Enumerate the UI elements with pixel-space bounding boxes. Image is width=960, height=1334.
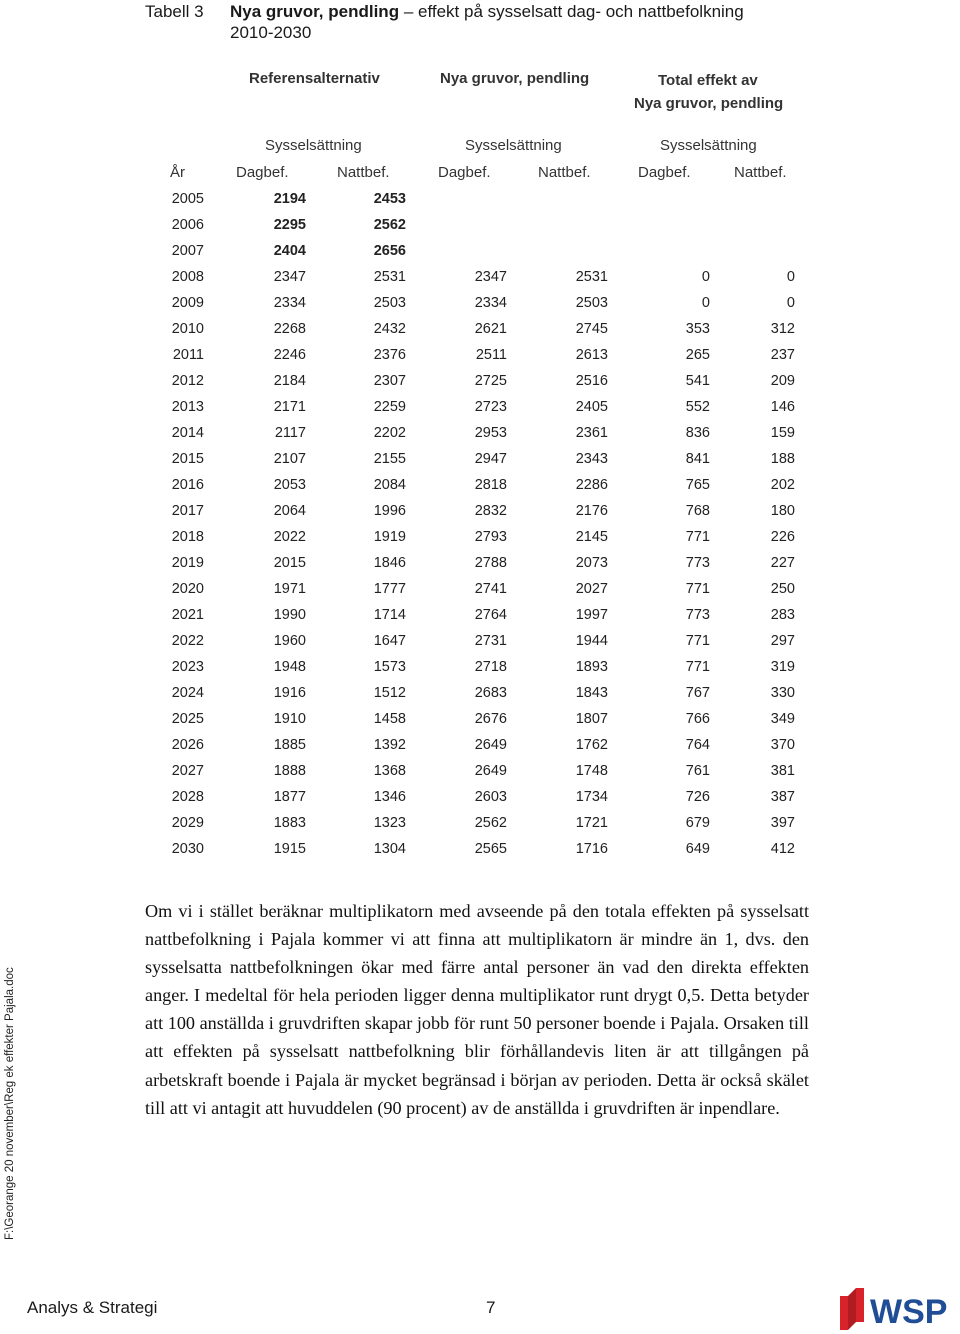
cell-nya-dagbef: 2334	[474, 295, 507, 311]
cell-ref-dagbef: 2184	[273, 373, 306, 389]
cell-ref-nattbef: 2562	[373, 217, 406, 233]
cell-nya-nattbef: 1997	[575, 607, 608, 623]
footer-company: Analys & Strategi	[27, 1298, 158, 1317]
table-label: Tabell 3	[145, 2, 204, 21]
cell-ref-dagbef: 2053	[273, 477, 306, 493]
cell-total-dagbef: 649	[685, 841, 710, 857]
cell-ref-dagbef: 1915	[273, 841, 306, 857]
table-title	[230, 0, 950, 24]
table-row	[0, 836, 960, 862]
page-number: 7	[486, 1298, 496, 1317]
column-header-dagbef: Dagbef.	[638, 164, 691, 181]
file-path-sidebar	[0, 960, 20, 1240]
cell-nya-nattbef: 2145	[575, 529, 608, 545]
cell-nya-dagbef: 2793	[474, 529, 507, 545]
cell-year: 2015	[171, 451, 204, 467]
cell-ref-dagbef: 2194	[273, 191, 306, 207]
table-row	[0, 524, 960, 550]
cell-total-dagbef: 767	[685, 685, 710, 701]
cell-nya-dagbef: 2718	[474, 659, 507, 675]
table-row	[0, 628, 960, 654]
cell-ref-nattbef: 1573	[373, 659, 406, 675]
cell-total-dagbef: 771	[685, 633, 710, 649]
table-row	[0, 212, 960, 238]
cell-ref-nattbef: 2531	[373, 269, 406, 285]
cell-ref-dagbef: 2064	[273, 503, 306, 519]
cell-nya-nattbef: 2531	[575, 269, 608, 285]
cell-nya-dagbef: 2683	[474, 685, 507, 701]
table-row	[0, 368, 960, 394]
cell-year: 2025	[171, 711, 204, 727]
cell-nya-dagbef: 2603	[474, 789, 507, 805]
cell-nya-nattbef: 2613	[575, 347, 608, 363]
cell-ref-dagbef: 1960	[273, 633, 306, 649]
table-row	[0, 186, 960, 212]
cell-total-nattbef: 146	[770, 399, 795, 415]
cell-total-nattbef: 412	[770, 841, 795, 857]
cell-ref-dagbef: 2022	[273, 529, 306, 545]
table-subtitle: 2010-2030	[230, 23, 312, 42]
cell-total-dagbef: 771	[685, 581, 710, 597]
cell-nya-dagbef: 2725	[474, 373, 507, 389]
cell-year: 2011	[172, 347, 204, 363]
cell-nya-dagbef: 2723	[474, 399, 507, 415]
cell-total-nattbef: 180	[770, 503, 795, 519]
group-header-ref: Referensalternativ	[249, 70, 380, 87]
cell-year: 2017	[171, 503, 204, 519]
column-header-ar: År	[170, 164, 185, 181]
cell-ref-nattbef: 1323	[373, 815, 406, 831]
cell-ref-dagbef: 1877	[273, 789, 306, 805]
table-row	[0, 602, 960, 628]
cell-ref-nattbef: 1392	[373, 737, 406, 753]
cell-year: 2020	[171, 581, 204, 597]
subheader-sysselsattning: Sysselsättning	[660, 137, 757, 154]
cell-total-nattbef: 237	[770, 347, 795, 363]
cell-nya-dagbef: 2947	[474, 451, 507, 467]
cell-total-dagbef: 761	[685, 763, 710, 779]
cell-total-dagbef: 0	[701, 295, 710, 311]
table-row	[0, 810, 960, 836]
subheader-sysselsattning: Sysselsättning	[465, 137, 562, 154]
cell-ref-nattbef: 2503	[373, 295, 406, 311]
cell-total-nattbef: 226	[770, 529, 795, 545]
cell-total-dagbef: 773	[685, 607, 710, 623]
cell-year: 2029	[171, 815, 204, 831]
cell-nya-dagbef: 2953	[474, 425, 507, 441]
column-header-dagbef: Dagbef.	[236, 164, 289, 181]
cell-total-dagbef: 726	[685, 789, 710, 805]
cell-nya-dagbef: 2788	[474, 555, 507, 571]
cell-ref-dagbef: 2171	[273, 399, 306, 415]
cell-nya-dagbef: 2764	[474, 607, 507, 623]
table-row	[0, 784, 960, 810]
cell-nya-dagbef: 2562	[474, 815, 507, 831]
cell-nya-nattbef: 2361	[575, 425, 608, 441]
cell-total-dagbef: 768	[685, 503, 710, 519]
table-row	[0, 706, 960, 732]
table-row	[0, 680, 960, 706]
cell-total-nattbef: 0	[786, 295, 795, 311]
cell-year: 2023	[171, 659, 204, 675]
cell-total-dagbef: 764	[685, 737, 710, 753]
cell-nya-nattbef: 1807	[575, 711, 608, 727]
table-row	[0, 316, 960, 342]
cell-nya-nattbef: 1944	[575, 633, 608, 649]
cell-year: 2012	[171, 373, 204, 389]
cell-nya-nattbef: 2176	[575, 503, 608, 519]
cell-nya-dagbef: 2565	[474, 841, 507, 857]
table-row	[0, 342, 960, 368]
cell-ref-nattbef: 2432	[373, 321, 406, 337]
cell-year: 2024	[171, 685, 204, 701]
cell-total-nattbef: 370	[770, 737, 795, 753]
cell-ref-nattbef: 2453	[373, 191, 406, 207]
cell-total-nattbef: 387	[770, 789, 795, 805]
cell-total-nattbef: 209	[770, 373, 795, 389]
cell-year: 2006	[171, 217, 204, 233]
cell-year: 2030	[171, 841, 204, 857]
wsp-logo	[834, 1282, 960, 1334]
cell-nya-dagbef: 2731	[474, 633, 507, 649]
cell-year: 2022	[171, 633, 204, 649]
table-row	[0, 758, 960, 784]
cell-total-dagbef: 679	[685, 815, 710, 831]
column-header-nattbef: Nattbef.	[538, 164, 591, 181]
table-row	[0, 498, 960, 524]
cell-ref-dagbef: 2347	[273, 269, 306, 285]
table-title-rest: – effekt på sysselsatt dag- och nattbefolkning	[399, 2, 744, 21]
cell-year: 2005	[171, 191, 204, 207]
cell-total-dagbef: 771	[685, 529, 710, 545]
cell-total-nattbef: 0	[786, 269, 795, 285]
cell-year: 2013	[171, 399, 204, 415]
cell-nya-dagbef: 2818	[474, 477, 507, 493]
cell-ref-dagbef: 2268	[273, 321, 306, 337]
cell-nya-nattbef: 2027	[575, 581, 608, 597]
table-row	[0, 732, 960, 758]
cell-year: 2026	[171, 737, 204, 753]
cell-nya-nattbef: 1843	[575, 685, 608, 701]
cell-nya-dagbef: 2347	[474, 269, 507, 285]
cell-year: 2008	[171, 269, 204, 285]
cell-nya-nattbef: 2286	[575, 477, 608, 493]
subheader-sysselsattning: Sysselsättning	[265, 137, 362, 154]
table-row	[0, 550, 960, 576]
cell-year: 2010	[171, 321, 204, 337]
cell-ref-dagbef: 1948	[273, 659, 306, 675]
cell-ref-dagbef: 2015	[273, 555, 306, 571]
cell-ref-nattbef: 1346	[373, 789, 406, 805]
cell-nya-nattbef: 2405	[575, 399, 608, 415]
cell-ref-nattbef: 1996	[373, 503, 406, 519]
cell-ref-dagbef: 1971	[273, 581, 306, 597]
cell-ref-nattbef: 2656	[373, 243, 406, 259]
cell-total-dagbef: 265	[685, 347, 710, 363]
cell-ref-nattbef: 1846	[373, 555, 406, 571]
cell-nya-dagbef: 2511	[475, 347, 507, 363]
cell-ref-dagbef: 2246	[273, 347, 306, 363]
cell-ref-dagbef: 1990	[273, 607, 306, 623]
cell-total-dagbef: 353	[685, 321, 710, 337]
cell-total-dagbef: 766	[685, 711, 710, 727]
cell-total-nattbef: 283	[770, 607, 795, 623]
cell-ref-dagbef: 1885	[273, 737, 306, 753]
column-header-nattbef: Nattbef.	[337, 164, 390, 181]
cell-ref-dagbef: 2107	[273, 451, 306, 467]
cell-ref-dagbef: 1910	[273, 711, 306, 727]
cell-nya-nattbef: 1721	[575, 815, 608, 831]
table-row	[0, 290, 960, 316]
cell-total-dagbef: 765	[685, 477, 710, 493]
cell-ref-nattbef: 2259	[373, 399, 406, 415]
cell-ref-dagbef: 2117	[274, 425, 306, 441]
cell-nya-nattbef: 1716	[575, 841, 608, 857]
cell-nya-nattbef: 1893	[575, 659, 608, 675]
cell-nya-nattbef: 2745	[575, 321, 608, 337]
group-header-total-line1: Total effekt av	[658, 72, 758, 89]
cell-ref-dagbef: 2404	[273, 243, 306, 259]
cell-nya-nattbef: 2503	[575, 295, 608, 311]
cell-ref-nattbef: 1777	[373, 581, 406, 597]
cell-nya-dagbef: 2649	[474, 737, 507, 753]
column-header-nattbef: Nattbef.	[734, 164, 787, 181]
cell-ref-nattbef: 1458	[373, 711, 406, 727]
cell-year: 2009	[171, 295, 204, 311]
column-header-dagbef: Dagbef.	[438, 164, 491, 181]
cell-total-dagbef: 771	[685, 659, 710, 675]
cell-ref-nattbef: 1368	[373, 763, 406, 779]
cell-nya-dagbef: 2832	[474, 503, 507, 519]
cell-year: 2018	[171, 529, 204, 545]
cell-year: 2007	[171, 243, 204, 259]
cell-ref-nattbef: 2307	[373, 373, 406, 389]
wsp-logo-text: WSP	[870, 1293, 948, 1331]
cell-ref-nattbef: 1714	[373, 607, 406, 623]
cell-total-nattbef: 312	[770, 321, 795, 337]
cell-nya-nattbef: 1748	[575, 763, 608, 779]
cell-total-nattbef: 188	[770, 451, 795, 467]
cell-nya-dagbef: 2621	[474, 321, 507, 337]
table-row	[0, 472, 960, 498]
cell-total-nattbef: 319	[770, 659, 795, 675]
table-title-bold: Nya gruvor, pendling	[230, 2, 400, 21]
cell-year: 2019	[171, 555, 204, 571]
cell-total-nattbef: 297	[770, 633, 795, 649]
wsp-logo-mark	[840, 1288, 864, 1330]
cell-ref-nattbef: 1512	[373, 685, 406, 701]
table-row	[0, 446, 960, 472]
cell-nya-nattbef: 1734	[575, 789, 608, 805]
cell-ref-dagbef: 2295	[273, 217, 306, 233]
table-row	[0, 264, 960, 290]
cell-ref-nattbef: 2155	[373, 451, 406, 467]
cell-total-nattbef: 227	[770, 555, 795, 571]
cell-ref-dagbef: 2334	[273, 295, 306, 311]
cell-total-nattbef: 381	[770, 763, 795, 779]
cell-ref-nattbef: 2084	[373, 477, 406, 493]
cell-nya-dagbef: 2741	[474, 581, 507, 597]
cell-ref-nattbef: 2376	[373, 347, 406, 363]
cell-year: 2016	[171, 477, 204, 493]
cell-nya-dagbef: 2649	[474, 763, 507, 779]
cell-total-nattbef: 397	[770, 815, 795, 831]
cell-nya-nattbef: 2343	[575, 451, 608, 467]
cell-ref-dagbef: 1888	[273, 763, 306, 779]
cell-ref-dagbef: 1883	[273, 815, 306, 831]
cell-total-dagbef: 541	[685, 373, 710, 389]
cell-total-dagbef: 836	[685, 425, 710, 441]
cell-nya-nattbef: 2516	[575, 373, 608, 389]
body-paragraph: Om vi i stället beräknar multiplikatorn med avseende på den totala effekten på sysselsatt nattbefolkning i Pajala kommer vi att finna att multiplikatorn är mindre än 1, dvs. den sysselsatta nattbefolkningen ökar med färre antal personer än vad den direkta effekten anger. I medeltal för hela perioden ligger denna multiplikator runt drygt 0,5. Detta betyder att 100 anställda i gruvdriften skapar jobb för runt 50 personer boende i Pajala. Orsaken till att effekten på sysselsatt nattbefolkning blir förhållandevis liten är att tillgången på arbetskraft boende i Pajala är mycket begränsad i början av perioden. Detta är också skälet till att vi antagit att huvuddelen (90 procent) av de anställda i gruvdriften är inpendlare.	[145, 901, 809, 1118]
cell-year: 2014	[171, 425, 204, 441]
cell-ref-nattbef: 1919	[373, 529, 406, 545]
cell-ref-nattbef: 2202	[373, 425, 406, 441]
cell-total-dagbef: 0	[701, 269, 710, 285]
cell-total-nattbef: 349	[770, 711, 795, 727]
cell-nya-nattbef: 1762	[575, 737, 608, 753]
cell-ref-dagbef: 1916	[273, 685, 306, 701]
cell-total-dagbef: 552	[685, 399, 710, 415]
table-row	[0, 654, 960, 680]
cell-year: 2028	[171, 789, 204, 805]
cell-nya-nattbef: 2073	[575, 555, 608, 571]
group-header-nya: Nya gruvor, pendling	[440, 70, 590, 87]
cell-total-dagbef: 773	[685, 555, 710, 571]
table-row	[0, 576, 960, 602]
group-header-total-line2: Nya gruvor, pendling	[634, 95, 784, 112]
table-row	[0, 238, 960, 264]
cell-total-nattbef: 202	[770, 477, 795, 493]
cell-year: 2021	[171, 607, 204, 623]
table-row	[0, 420, 960, 446]
file-path-text: F:\Georange 20 november\Reg ek effekter Pajala.doc	[4, 967, 16, 1240]
cell-total-nattbef: 330	[770, 685, 795, 701]
cell-ref-nattbef: 1304	[373, 841, 406, 857]
table-row	[0, 394, 960, 420]
cell-total-dagbef: 841	[685, 451, 710, 467]
cell-total-nattbef: 250	[770, 581, 795, 597]
cell-nya-dagbef: 2676	[474, 711, 507, 727]
cell-year: 2027	[171, 763, 204, 779]
cell-ref-nattbef: 1647	[373, 633, 406, 649]
cell-total-nattbef: 159	[770, 425, 795, 441]
